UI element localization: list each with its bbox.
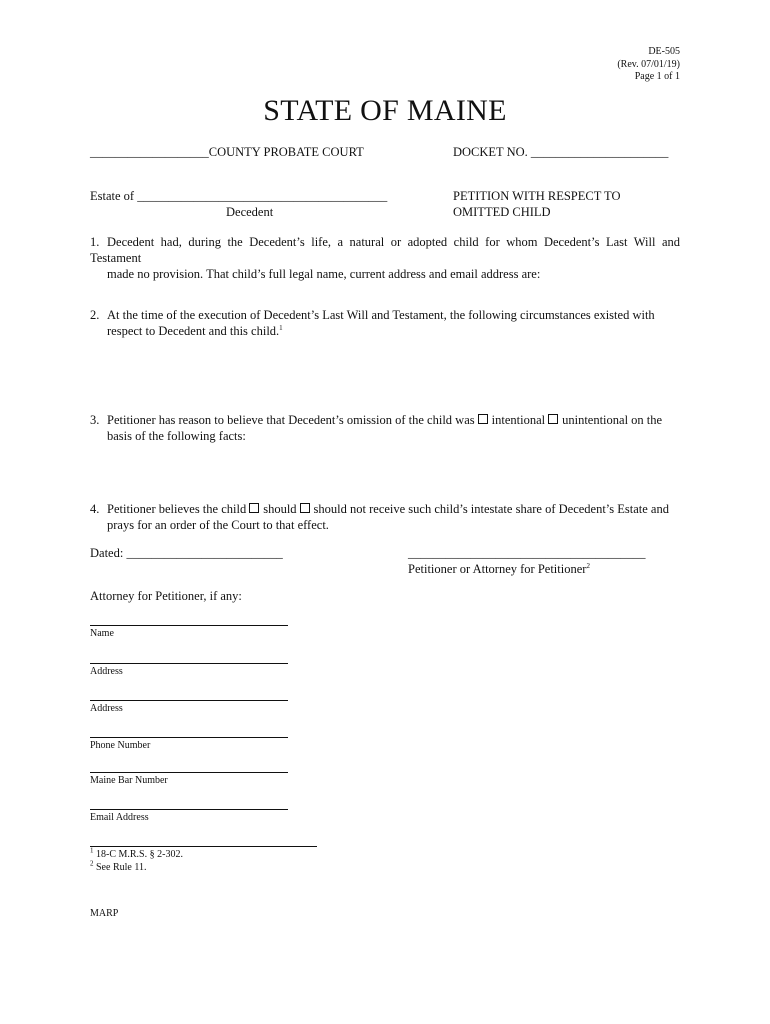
dated-field[interactable]: Dated: _________________________ <box>90 546 283 560</box>
footnote-ref-1: 1 <box>279 323 283 332</box>
paragraph-3-line2: basis of the following facts: <box>107 429 246 443</box>
county-court-field[interactable]: ___________________COUNTY PROBATE COURT <box>90 145 364 159</box>
footnote-1-mark: 1 <box>90 846 94 855</box>
paragraph-3-text: Petitioner has reason to believe that Decedent’s omission of the child was <box>107 413 475 427</box>
form-number: DE-505 <box>648 46 680 57</box>
footer-marp: MARP <box>90 908 119 919</box>
footnote-2-text: See Rule 11. <box>96 862 147 873</box>
form-header <box>617 46 680 84</box>
footnote-separator <box>90 846 317 847</box>
should-checkbox[interactable] <box>249 503 259 513</box>
intentional-checkbox[interactable] <box>478 414 488 424</box>
paragraph-4 <box>90 501 680 533</box>
attorney-email-label: Email Address <box>90 812 149 823</box>
attorney-phone-line[interactable] <box>90 737 288 738</box>
paragraph-1-line1: Decedent had, during the Decedent’s life, a natural or adopted child for whom Decedent’s Last Will and Testament <box>90 235 680 265</box>
intentional-label: intentional <box>491 413 546 427</box>
footnote-1 <box>90 846 183 861</box>
attorney-address-line-1[interactable] <box>90 663 288 664</box>
paragraph-2 <box>90 307 680 339</box>
paragraph-1 <box>90 234 680 282</box>
paragraph-3-number: 3. <box>90 413 100 427</box>
decedent-label: Decedent <box>226 205 274 219</box>
docket-number-field[interactable]: DOCKET NO. ______________________ <box>453 145 669 159</box>
attorney-email-line[interactable] <box>90 809 288 810</box>
attorney-address-label-2: Address <box>90 703 123 714</box>
paragraph-4-line2: prays for an order of the Court to that effect. <box>107 518 329 532</box>
should-not-checkbox[interactable] <box>300 503 310 513</box>
footnote-2-mark: 2 <box>90 859 94 868</box>
unintentional-checkbox[interactable] <box>548 414 558 424</box>
attorney-name-label: Name <box>90 628 114 639</box>
should-label: should <box>263 502 297 516</box>
attorney-heading: Attorney for Petitioner, if any: <box>90 589 242 603</box>
paragraph-1-number: 1. <box>90 235 100 249</box>
attorney-name-line[interactable] <box>90 625 288 626</box>
attorney-address-line-2[interactable] <box>90 700 288 701</box>
footnote-1-text: 18-C M.R.S. § 2-302. <box>96 849 183 860</box>
page-title: STATE OF MAINE <box>263 94 507 127</box>
attorney-address-label-1: Address <box>90 666 123 677</box>
page-indicator: Page 1 of 1 <box>634 71 680 82</box>
footnote-2 <box>90 859 147 874</box>
petition-title-line1: PETITION WITH RESPECT TO <box>453 189 621 203</box>
form-revision: (Rev. 07/01/19) <box>617 58 680 70</box>
petitioner-label: Petitioner or Attorney for Petitioner <box>408 562 587 576</box>
attorney-bar-number-label: Maine Bar Number <box>90 775 168 786</box>
paragraph-2-line1: At the time of the execution of Decedent’s Last Will and Testament, the following circumstances existed with <box>107 308 655 322</box>
attorney-bar-number-line[interactable] <box>90 772 288 773</box>
paragraph-4-text: Petitioner believes the child <box>107 502 247 516</box>
paragraph-3 <box>90 412 680 444</box>
should-not-label: should not receive such child’s intestate share of Decedent’s Estate and <box>313 502 669 516</box>
signature-line[interactable]: ______________________________________ <box>408 546 646 560</box>
estate-of-field[interactable]: Estate of ________________________________________ <box>90 189 388 203</box>
petition-title-line2: OMITTED CHILD <box>453 205 551 219</box>
paragraph-2-line2: respect to Decedent and this child. <box>107 324 280 338</box>
footnote-ref-2: 2 <box>586 561 590 570</box>
paragraph-1-line2: made no provision. That child’s full legal name, current address and email address are: <box>107 267 541 281</box>
petitioner-signature-label <box>408 562 590 577</box>
attorney-phone-label: Phone Number <box>90 740 151 751</box>
unintentional-label: unintentional on the <box>562 413 663 427</box>
paragraph-4-number: 4. <box>90 502 100 516</box>
paragraph-2-number: 2. <box>90 308 100 322</box>
